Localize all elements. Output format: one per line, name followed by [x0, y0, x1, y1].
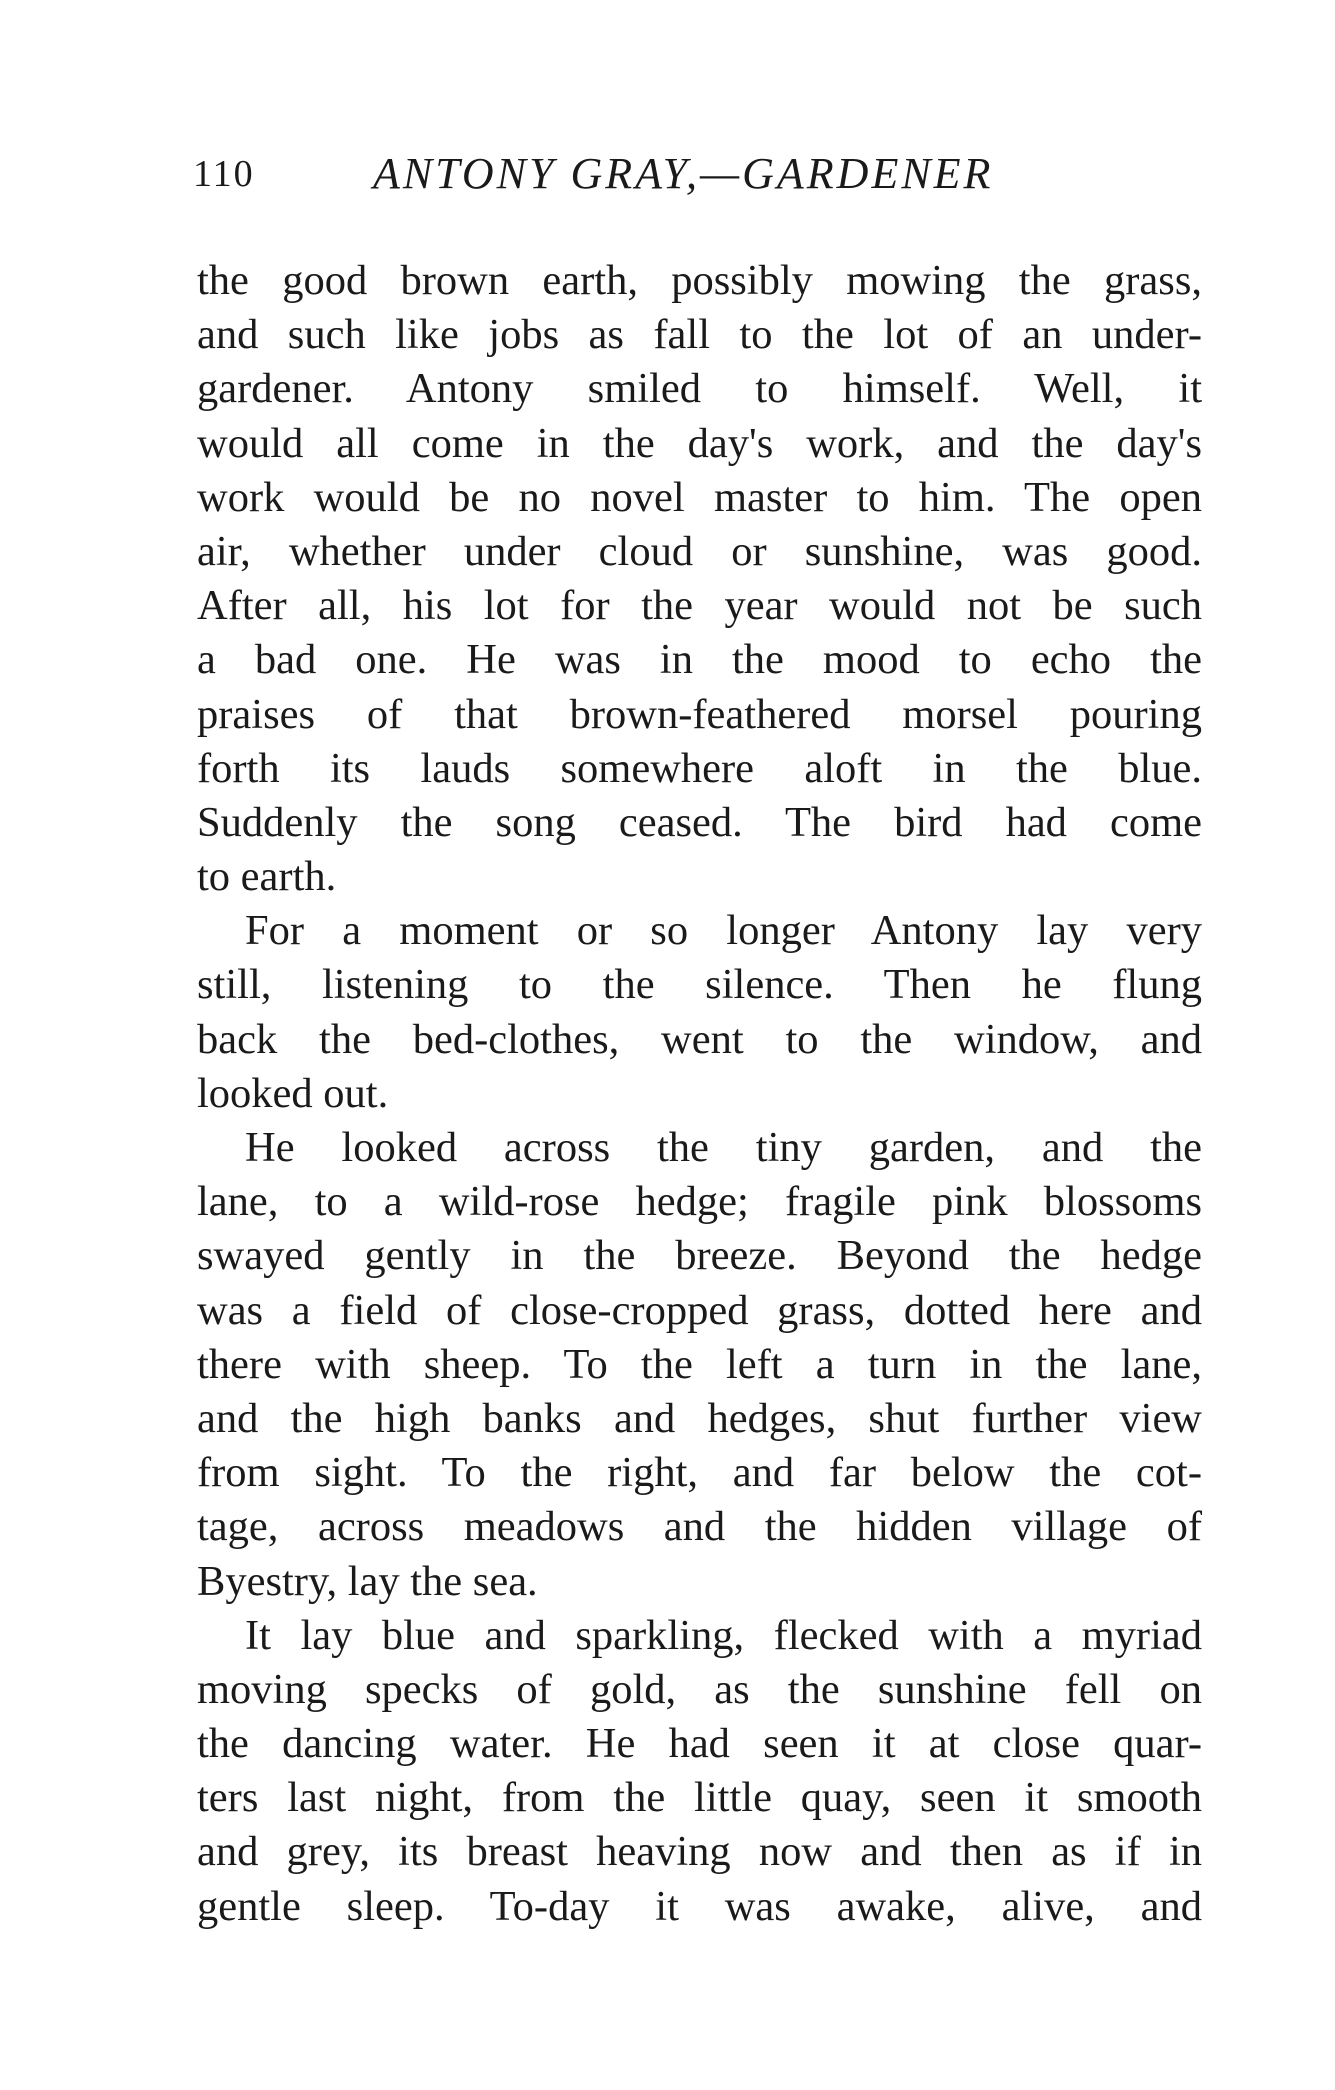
text-line: Suddenly the song ceased. The bird had come [197, 798, 1202, 846]
text-line: back the bed-clothes, went to the window, and [197, 1015, 1202, 1063]
text-line: a bad one. He was in the mood to echo the [197, 636, 1202, 684]
text-line: still, listening to the silence. Then he flung [197, 961, 1202, 1009]
text-line: swayed gently in the breeze. Beyond the hedge [197, 1232, 1202, 1280]
text-line: moving specks of gold, as the sunshine fell on [197, 1665, 1202, 1713]
running-title: ANTONY GRAY,—GARDENER [373, 149, 994, 198]
text-line: gentle sleep. To-day it was awake, alive, and [197, 1882, 1202, 1930]
text-line: ters last night, from the little quay, seen it smooth [197, 1774, 1202, 1822]
text-line: and the high banks and hedges, shut further view [197, 1394, 1202, 1442]
text-line: lane, to a wild-rose hedge; fragile pink blossoms [197, 1178, 1202, 1226]
text-line: the good brown earth, possibly mowing the grass, [197, 257, 1202, 304]
text-line: was a field of close-cropped grass, dotted here and [197, 1286, 1202, 1334]
text-line: praises of that brown-feathered morsel pouring [197, 690, 1202, 738]
text-line: and such like jobs as fall to the lot of an under- [197, 311, 1202, 359]
page-number: 110 [193, 153, 255, 195]
body-text [197, 254, 1202, 1934]
text-line: forth its lauds somewhere aloft in the blue. [197, 744, 1202, 792]
text-line: from sight. To the right, and far below the cot- [197, 1449, 1202, 1497]
text-line: looked out. [197, 1069, 389, 1117]
text-line: tage, across meadows and the hidden village of [197, 1503, 1202, 1551]
paragraph-first-line: He looked across the tiny garden, and the [245, 1124, 1202, 1171]
text-line: After all, his lot for the year would not be such [197, 582, 1202, 630]
running-head [193, 148, 1203, 208]
paragraph-first-line: For a moment or so longer Antony lay very [245, 907, 1202, 955]
text-line: gardener. Antony smiled to himself. Well, it [197, 365, 1202, 413]
text-line: work would be no novel master to him. The open [197, 473, 1202, 521]
text-line: air, whether under cloud or sunshine, was good. [197, 527, 1202, 575]
text-line: Byestry, lay the sea. [197, 1557, 538, 1605]
paragraph-first-line: It lay blue and sparkling, flecked with a myriad [245, 1611, 1202, 1659]
text-line: and grey, its breast heaving now and then as if in [197, 1828, 1202, 1876]
text-line: to earth. [197, 853, 337, 901]
text-line: the dancing water. He had seen it at close quar- [197, 1720, 1202, 1768]
text-line: there with sheep. To the left a turn in the lane, [197, 1340, 1202, 1388]
text-line: would all come in the day's work, and the day's [197, 419, 1202, 467]
